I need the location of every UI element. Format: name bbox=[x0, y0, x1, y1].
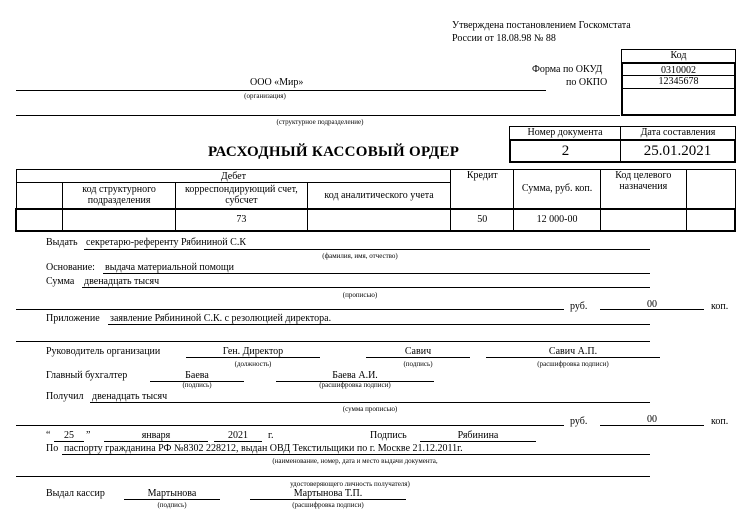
row-cell-account: 73 bbox=[175, 209, 307, 231]
head-name-hint: (расшифровка подписи) bbox=[537, 360, 609, 368]
basis-label: Основание: bbox=[46, 262, 95, 273]
sum-line bbox=[82, 287, 650, 288]
head-name: Савич А.П. bbox=[548, 346, 598, 357]
received-value: двенадцать тысяч bbox=[92, 391, 168, 402]
head-label: Руководитель организации bbox=[46, 346, 161, 357]
received-hint: (сумма прописью) bbox=[342, 405, 398, 413]
issue-hint: (фамилия, имя, отчество) bbox=[322, 252, 398, 260]
passport-line-2 bbox=[16, 476, 650, 477]
sum-kop-value: 00 bbox=[647, 299, 657, 310]
cashier-sign-line bbox=[124, 499, 220, 500]
passport-hint-1: (наименование, номер, дата и место выдачи документа, bbox=[272, 457, 438, 465]
accountant-sign-hint: (подпись) bbox=[182, 381, 212, 389]
basis-value: выдача материальной помощи bbox=[105, 262, 234, 273]
row-cell-analytic bbox=[307, 209, 451, 231]
approval-line-1: Утверждена постановлением Госкомстата bbox=[452, 20, 631, 31]
issue-value: секретарю-референту Рябининой С.К bbox=[86, 237, 246, 248]
approval-line-2: России от 18.08.98 № 88 bbox=[452, 33, 556, 44]
organization-line bbox=[16, 90, 546, 91]
doc-date-value: 25.01.2021 bbox=[620, 139, 736, 163]
document-title: РАСХОДНЫЙ КАССОВЫЙ ОРДЕР bbox=[208, 144, 460, 160]
division-code-header: код структурного подразделения bbox=[63, 183, 176, 209]
cashier-sign: Мартынова bbox=[147, 488, 197, 499]
date-quote-open: “ bbox=[46, 430, 51, 441]
codes-header: Код bbox=[621, 49, 736, 63]
attachment-value: заявление Рябининой С.К. с резолюцией директора. bbox=[110, 313, 332, 324]
debit-header: Дебет bbox=[16, 170, 451, 183]
cashier-label: Выдал кассир bbox=[46, 488, 105, 499]
attachment-label: Приложение bbox=[46, 313, 100, 324]
head-sign-hint: (подпись) bbox=[403, 360, 433, 368]
sum-header: Сумма, руб. коп. bbox=[514, 170, 601, 209]
row-cell-extra bbox=[686, 209, 735, 231]
row-cell-purpose bbox=[600, 209, 686, 231]
organization-hint: (организация) bbox=[244, 92, 286, 100]
sum-kop-line bbox=[600, 309, 704, 310]
passport-line bbox=[62, 454, 650, 455]
okpo-label: по ОКПО bbox=[566, 77, 608, 88]
head-position-hint: (должность) bbox=[234, 360, 272, 368]
cashier-name-hint: (расшифровка подписи) bbox=[292, 501, 364, 509]
cashier-name-line bbox=[250, 499, 406, 500]
blank-header bbox=[16, 183, 63, 209]
recipient-sign-line bbox=[420, 441, 536, 442]
okpo-value: 12345678 bbox=[621, 75, 736, 89]
issue-label: Выдать bbox=[46, 237, 78, 248]
date-year-suffix: г. bbox=[268, 430, 274, 441]
recipient-sign: Рябинина bbox=[457, 430, 499, 441]
received-line-2 bbox=[16, 425, 564, 426]
issue-line bbox=[84, 249, 650, 250]
credit-header: Кредит bbox=[451, 170, 514, 209]
analytic-header: код аналитического учета bbox=[307, 183, 451, 209]
row-cell-sum: 12 000-00 bbox=[514, 209, 601, 231]
row-cell-division bbox=[63, 209, 176, 231]
cashier-sign-hint: (подпись) bbox=[157, 501, 187, 509]
attachment-line bbox=[108, 324, 650, 325]
received-label: Получил bbox=[46, 391, 84, 402]
sum-kop-label: коп. bbox=[711, 301, 729, 312]
cashier-name: Мартынова Т.П. bbox=[293, 488, 363, 499]
date-month: января bbox=[141, 430, 171, 441]
head-name-line bbox=[486, 357, 660, 358]
received-kop-line bbox=[600, 425, 704, 426]
codes-empty-cell bbox=[621, 88, 736, 116]
date-day-line bbox=[54, 441, 84, 442]
date-quote-close: ” bbox=[86, 430, 91, 441]
date-day: 25 bbox=[64, 430, 74, 441]
account-header: корреспондирующий счет, субсчет bbox=[175, 183, 307, 209]
accountant-sign: Баева bbox=[185, 370, 209, 381]
division-line bbox=[16, 115, 620, 116]
date-year-line bbox=[214, 441, 262, 442]
extra-header bbox=[686, 170, 735, 209]
purpose-header: Код целевого назначения bbox=[600, 170, 686, 209]
okud-value: 0310002 bbox=[621, 62, 736, 76]
accountant-name-hint: (расшифровка подписи) bbox=[319, 381, 391, 389]
head-position-line bbox=[186, 357, 320, 358]
basis-line bbox=[103, 273, 650, 274]
doc-date-label: Дата составления bbox=[620, 126, 736, 140]
sum-value: двенадцать тысяч bbox=[84, 276, 160, 287]
head-sign: Савич bbox=[404, 346, 432, 357]
received-line bbox=[90, 402, 650, 403]
accountant-name: Баева А.И. bbox=[332, 370, 378, 381]
division-hint: (структурное подразделение) bbox=[276, 118, 364, 126]
accountant-label: Главный бухгалтер bbox=[46, 370, 128, 381]
attachment-line-2 bbox=[16, 341, 650, 342]
received-kop-label: коп. bbox=[711, 416, 729, 427]
head-sign-line bbox=[366, 357, 470, 358]
head-position: Ген. Директор bbox=[222, 346, 284, 357]
recipient-sign-label: Подпись bbox=[370, 430, 407, 441]
cash-order-table bbox=[15, 169, 736, 232]
passport-label: По bbox=[46, 443, 59, 454]
row-cell-credit: 50 bbox=[451, 209, 514, 231]
sum-label: Сумма bbox=[46, 276, 75, 287]
doc-number-label: Номер документа bbox=[509, 126, 621, 140]
received-kop-value: 00 bbox=[647, 414, 657, 425]
doc-number-value: 2 bbox=[509, 139, 621, 163]
received-rub-label: руб. bbox=[570, 416, 588, 427]
okud-label: Форма по ОКУД bbox=[532, 64, 603, 75]
sum-rub-label: руб. bbox=[570, 301, 588, 312]
passport-hint-2: удостоверяющего личность получателя) bbox=[290, 480, 410, 488]
sum-line-2 bbox=[16, 309, 564, 310]
sum-hint: (прописью) bbox=[342, 291, 378, 299]
date-year: 2021 bbox=[228, 430, 248, 441]
date-month-line bbox=[104, 441, 208, 442]
row-cell-1 bbox=[16, 209, 63, 231]
passport-value: паспорту гражданина РФ №8302 228212, выдан ОВД Текстильщики по г. Москве 21.12.2011г. bbox=[64, 443, 463, 454]
organization-name: ООО «Мир» bbox=[250, 77, 304, 88]
